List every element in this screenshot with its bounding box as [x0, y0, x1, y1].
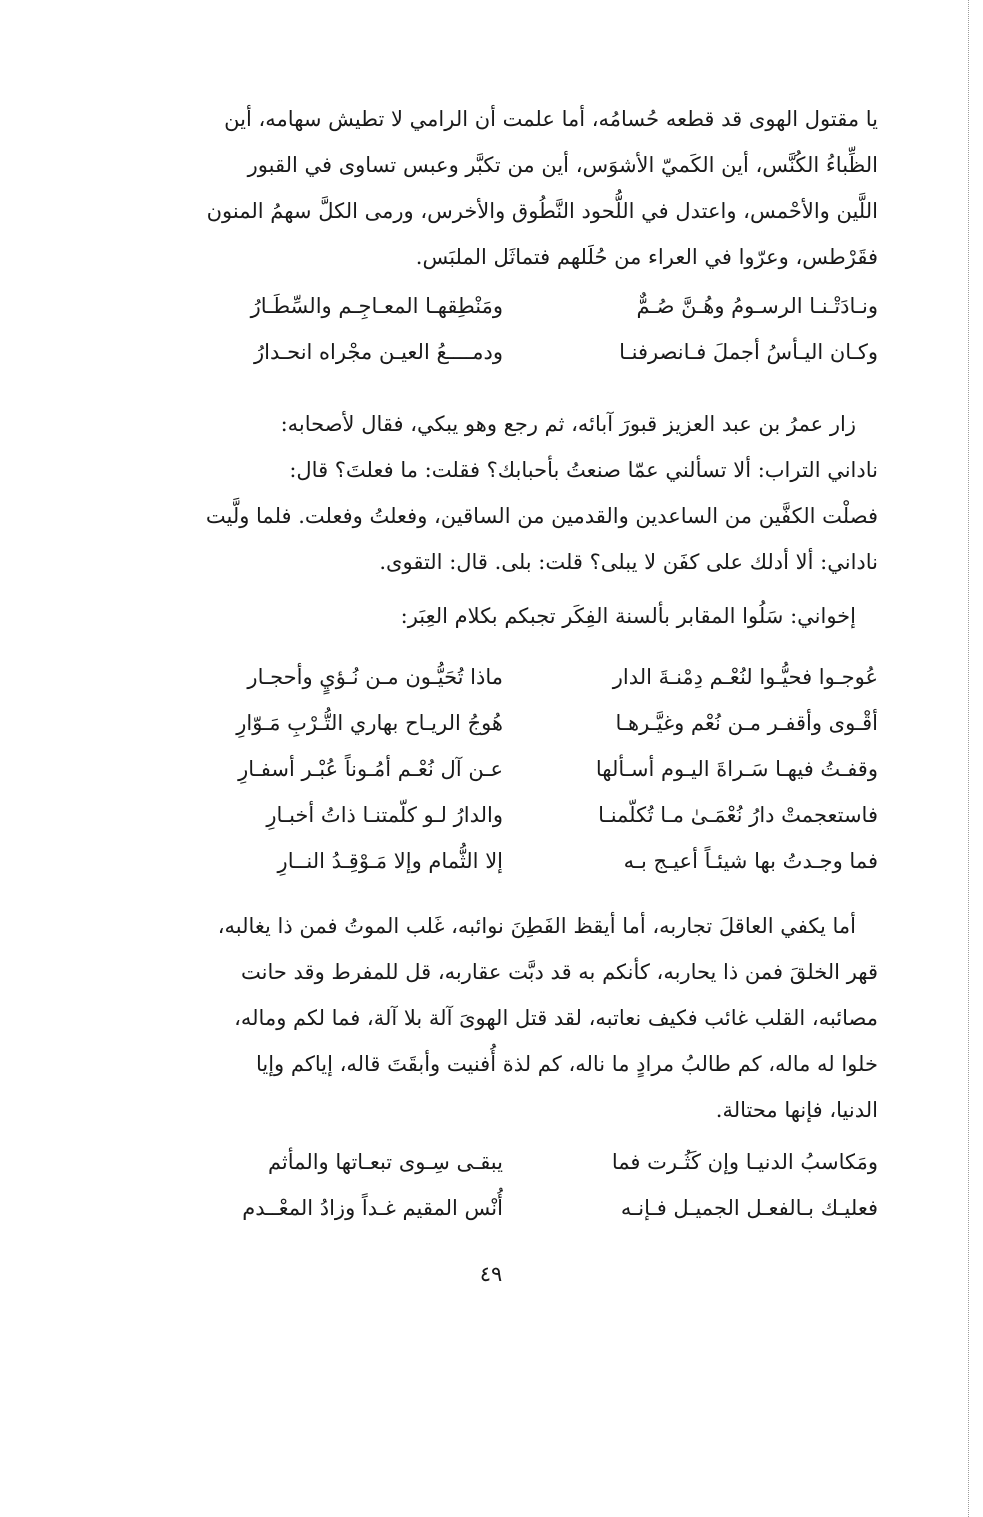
first-hemistich: وقفـتُ فيهـا سَـراةَ اليـوم أسـألها	[595, 757, 878, 781]
text-line: فصلْت الكفَّين من الساعدين والقدمين من الساقين، وفعلتُ وفعلت. فلما ولَّيت	[205, 504, 878, 528]
verse-line	[158, 329, 878, 375]
verse-line	[158, 1185, 878, 1231]
first-hemistich: ومَكاسبُ الدنيـا وإن كَثُـرت فما	[611, 1150, 878, 1174]
second-hemistich: عـن آل نُعْـم أمُـوناً عُبْـر أسفـارِ	[238, 757, 503, 781]
first-hemistich: فاستعجمتْ دارُ نُعْمَـىٰ مـا تُكلّمنـا	[598, 803, 878, 827]
poem-2	[158, 654, 878, 884]
verse-line	[158, 1139, 878, 1185]
first-hemistich: وكـان اليـأسُ أجملَ فـانصرفنـا	[619, 340, 878, 364]
second-hemistich: هُوجُ الريـاح بهاري التُّـرْبِ مَـوّارِ	[236, 711, 503, 735]
page-number: ٤٩	[479, 1262, 503, 1286]
verse-line	[158, 746, 878, 792]
verse-line	[158, 654, 878, 700]
text-line: يا مقتول الهوى قد قطعه حُسامُه، أما علمت أن الرامي لا تطيش سهامه، أين	[224, 107, 878, 131]
verse-line	[158, 283, 878, 329]
text-line: قهر الخلقَ فمن ذا يحاربه، كأنكم به قد دبَّت عقاربه، قل للمفرط وقد حانت	[241, 960, 878, 984]
second-hemistich: أُنْس المقيم غـداً وزادُ المعْــدم	[242, 1196, 503, 1220]
text-line: ناداني التراب: ألا تسألني عمّا صنعتُ بأحبابك؟ فقلت: ما فعلتَ؟ قال:	[289, 458, 878, 482]
first-hemistich: ونـادَتْـنـا الرسـومُ وهُـنَّ صُـمٌّ	[636, 294, 878, 318]
poem-3	[158, 1139, 878, 1231]
second-hemistich: والدارُ لـو كلّمتنـا ذاتُ أخبـارِ	[266, 803, 503, 827]
verse-line	[158, 792, 878, 838]
first-hemistich: فما وجـدتُ بها شيئـاً أعيـج بـه	[623, 849, 878, 873]
text-line: فقَرْطس، وعرّوا في العراء من حُلَلهم فتماثَل الملبَس.	[415, 245, 878, 269]
second-hemistich: يبقـى سِـوى تبعـاتها والمأثم	[267, 1150, 503, 1174]
text-line: زار عمرُ بن عبد العزيز قبورَ آبائه، ثم رجع وهو يبكي، فقال لأصحابه:	[280, 412, 856, 436]
text-line: الظِّباءُ الكُنَّس، أين الكَميّ الأشوَس، أين من تكبَّر وعبس تساوى في القبور	[247, 153, 878, 177]
verse-line	[158, 700, 878, 746]
text-line: الدنيا، فإنها محتالة.	[715, 1098, 878, 1122]
text-line: مصائبه، القلب غائب فكيف نعاتبه، لقد قتل الهوىَ آلة بلا آلة، فما لكم وماله،	[234, 1006, 878, 1030]
text-line: ناداني: ألا أدلك على كفَن لا يبلى؟ قلت: بلى. قال: التقوى.	[379, 550, 878, 574]
second-hemistich: ومَنْطِقهـا المعـاجِـم والسِّطَـارُ	[250, 294, 503, 318]
text-line: أما يكفي العاقلَ تجاربه، أما أيقظ الفَطِنَ نوائبه، غَلب الموتُ فمن ذا يغالبه،	[217, 914, 856, 938]
text-line: خلوا له ماله، كم طالبُ مرادٍ ما ناله، كم لذة أُفنيت وأبقَتَ قاله، إياكم وإيا	[255, 1052, 878, 1076]
paragraph-3	[158, 593, 878, 639]
second-hemistich: ماذا تُحَيُّـون مـن نُـؤيٍ وأحجـار	[247, 665, 503, 689]
second-hemistich: إلا الثُّمام وإلا مَـوْقِـدُ النــارِ	[277, 849, 503, 873]
paragraph-4	[158, 903, 878, 1133]
text-line: اللَّين والأحْمس، واعتدل في اللُّحود النَّطُوق والأخرس، ورمى الكلَّ سهمُ المنون	[206, 199, 878, 223]
first-hemistich: فعليـك بـالفعـل الجميـل فـإنـه	[620, 1196, 878, 1220]
paragraph-2	[158, 401, 878, 585]
verse-line	[158, 838, 878, 884]
page-edge-divider	[968, 0, 969, 1517]
page-body	[158, 0, 878, 1517]
text-line: إخواني: سَلُوا المقابر بألسنة الفِكَر تجبكم بكلام العِبَر:	[400, 604, 856, 628]
first-hemistich: أقْـوى وأقفـر مـن نُعْم وغيَّـرهـا	[615, 711, 878, 735]
paragraph-1	[158, 96, 878, 280]
poem-1	[158, 283, 878, 375]
second-hemistich: ودمــــعُ العيـن مجْراه انحـدارُ	[253, 340, 503, 364]
first-hemistich: عُوجـوا فحيُّـوا لنُعْـم دِمْنـةَ الدار	[612, 665, 878, 689]
